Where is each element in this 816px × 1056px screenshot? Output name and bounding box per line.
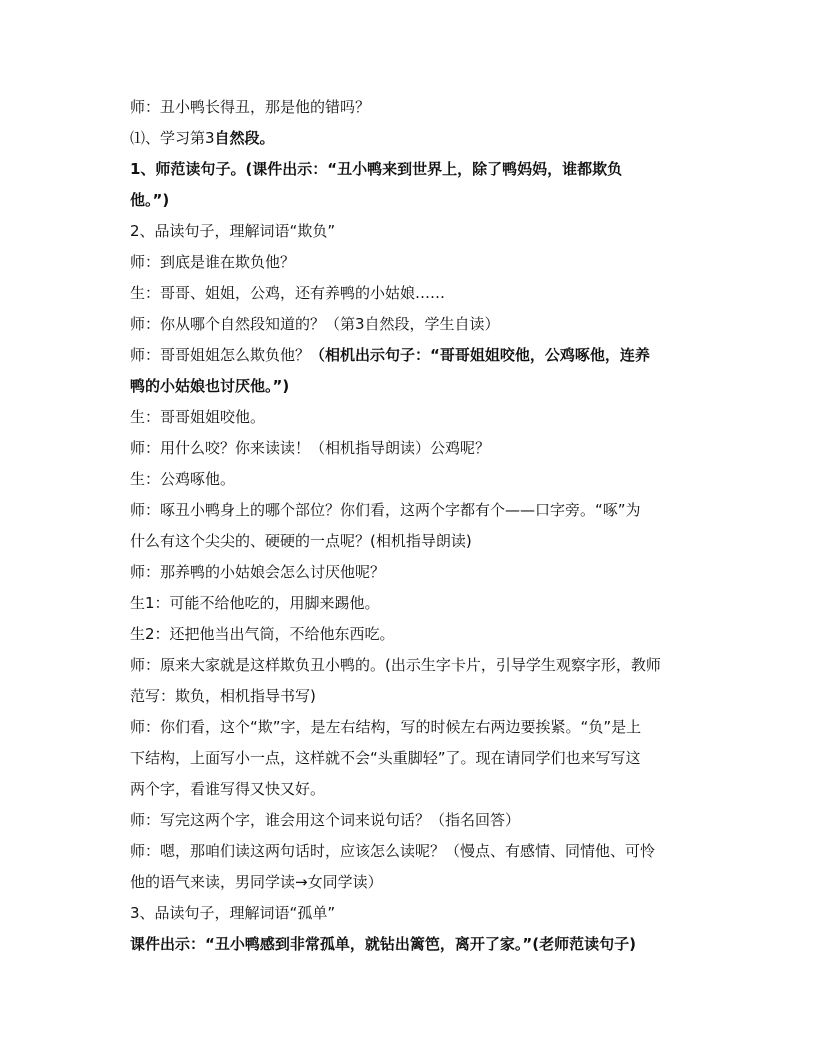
text-segment: 师：啄丑小鸭身上的哪个部位？你们看，这两个字都有个——口字旁。“啄”为 [130,501,641,519]
text-segment: 师：那养鸭的小姑娘会怎么讨厌他呢？ [130,563,386,581]
text-line [130,650,700,681]
text-line [130,433,700,464]
text-line [130,588,700,619]
text-segment: 3、品读句子，理解词语“孤单” [130,904,336,922]
text-segment: 他的语气来读，男同学读→女同学读） [130,873,383,891]
text-segment: 2、品读句子，理解词语“欺负” [130,222,336,240]
text-line [130,495,700,526]
text-segment: 师：到底是谁在欺负他？ [130,253,296,271]
text-line [130,774,700,805]
text-line [130,929,700,960]
text-segment: 什么有这个尖尖的、硬硬的一点呢？(相机指导朗读) [130,532,472,550]
text-line [130,464,700,495]
text-segment: 鸭的小姑娘也讨厌他。”) [130,377,290,395]
text-segment: 师：写完这两个字，谁会用这个词来说句话？（指名回答） [130,811,521,829]
document-body [130,92,700,960]
text-line [130,526,700,557]
text-line [130,309,700,340]
text-segment: 生1：可能不给他吃的，用脚来踢他。 [130,594,380,612]
text-line [130,743,700,774]
text-segment: 师：哥哥姐姐怎么欺负他？ [130,346,311,364]
text-segment: 两个字，看谁写得又快又好。 [130,780,326,798]
text-line [130,898,700,929]
text-segment: 生：哥哥姐姐咬他。 [130,408,266,426]
text-segment: ⑴、学习第3 [130,129,215,147]
text-line [130,247,700,278]
text-line [130,123,700,154]
text-line [130,92,700,123]
text-segment: 师：你们看，这个“欺”字，是左右结构，写的时候左右两边要挨紧。“负”是上 [130,718,642,736]
text-line [130,681,700,712]
text-line [130,216,700,247]
text-line [130,278,700,309]
text-segment: 他。”) [130,191,170,209]
text-segment: 师：用什么咬？你来读读！（相机指导朗读）公鸡呢？ [130,439,491,457]
text-line [130,185,700,216]
text-line [130,805,700,836]
text-segment: 课件出示：“丑小鸭感到非常孤单，就钻出篱笆，离开了家。”(老师范读句子) [130,935,636,953]
text-line [130,619,700,650]
text-segment: 师：原来大家就是这样欺负丑小鸭的。(出示生字卡片，引导学生观察字形，教师 [130,656,661,674]
text-segment: 生2：还把他当出气筒，不给他东西吃。 [130,625,395,643]
text-segment: 师：嗯，那咱们读这两句话时，应该怎么读呢？（慢点、有感情、同情他、可怜 [130,842,656,860]
text-line [130,867,700,898]
text-line [130,836,700,867]
text-line [130,154,700,185]
text-line [130,371,700,402]
text-line [130,402,700,433]
text-line [130,712,700,743]
text-segment: （相机出示句子：“哥哥姐姐咬他，公鸡啄他，连养 [310,346,650,364]
text-line [130,340,700,371]
text-segment: 生：哥哥、姐姐，公鸡，还有养鸭的小姑娘…… [130,284,446,302]
text-segment: 生：公鸡啄他。 [130,470,236,488]
text-segment: 师：你从哪个自然段知道的？（第3自然段，学生自读） [130,315,500,333]
text-segment: 师：丑小鸭长得丑，那是他的错吗？ [130,98,371,116]
text-segment: 下结构，上面写小一点，这样就不会“头重脚轻”了。现在请同学们也来写写这 [130,749,641,767]
text-segment: 自然段。 [214,129,275,147]
text-segment: 1、师范读句子。(课件出示：“丑小鸭来到世界上，除了鸭妈妈，谁都欺负 [130,160,623,178]
text-segment: 范写：欺负，相机指导书写) [130,687,316,705]
text-line [130,557,700,588]
